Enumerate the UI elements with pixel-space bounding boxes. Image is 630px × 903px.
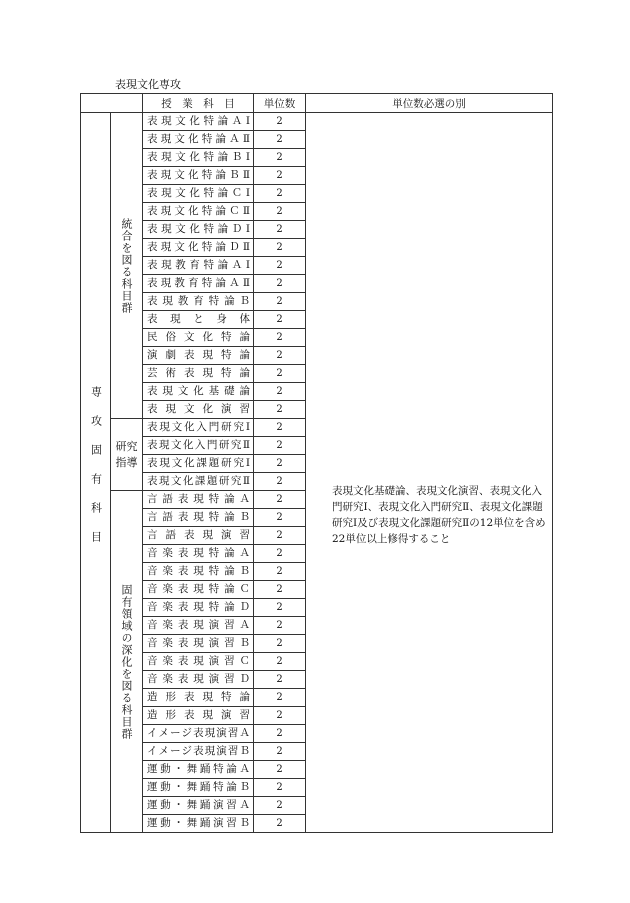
- course-name: 言語表現特論Ａ: [143, 491, 254, 509]
- group-label: 統合を図る科目群: [111, 113, 143, 419]
- course-credits: 2: [254, 635, 306, 653]
- course-credits: 2: [254, 653, 306, 671]
- course-credits: 2: [254, 383, 306, 401]
- course-name: 運動・舞踊特論Ｂ: [143, 779, 254, 797]
- course-name: 表現文化特論ＣⅡ: [143, 203, 254, 221]
- requirement-note: 表現文化基礎論、表現文化演習、表現文化入門研究Ⅰ、表現文化入門研究Ⅱ、表現文化課題研究Ⅰ及び表現文化課題研究Ⅱの12単位を含め22単位以上修得すること: [332, 485, 546, 545]
- course-credits: 2: [254, 167, 306, 185]
- course-name: 音楽表現演習Ｄ: [143, 671, 254, 689]
- table-header-row: [81, 94, 553, 113]
- course-credits: 2: [254, 113, 306, 131]
- course-credits: 2: [254, 671, 306, 689]
- course-credits: 2: [254, 779, 306, 797]
- header-requirements: 単位数必選の別: [306, 94, 553, 113]
- course-credits: 2: [254, 617, 306, 635]
- course-name: 表現文化特論ＤⅠ: [143, 221, 254, 239]
- course-credits: 2: [254, 563, 306, 581]
- course-name: 表現文化課題研究Ⅱ: [143, 473, 254, 491]
- course-credits: 2: [254, 239, 306, 257]
- course-name: 言語表現特論Ｂ: [143, 509, 254, 527]
- course-name: 民俗文化特論: [143, 329, 254, 347]
- course-name: 造形表現特論: [143, 689, 254, 707]
- course-name: 運動・舞踊演習Ａ: [143, 797, 254, 815]
- course-name: イメージ表現演習Ａ: [143, 725, 254, 743]
- course-credits: 2: [254, 419, 306, 437]
- course-credits: 2: [254, 203, 306, 221]
- course-credits: 2: [254, 365, 306, 383]
- course-credits: 2: [254, 491, 306, 509]
- course-credits: 2: [254, 311, 306, 329]
- course-credits: 2: [254, 815, 306, 833]
- course-name: 音楽表現演習Ａ: [143, 617, 254, 635]
- course-credits: 2: [254, 599, 306, 617]
- course-credits: 2: [254, 329, 306, 347]
- course-name: 表現文化特論ＡⅡ: [143, 131, 254, 149]
- course-credits: 2: [254, 707, 306, 725]
- course-credits: 2: [254, 131, 306, 149]
- course-credits: 2: [254, 689, 306, 707]
- course-credits: 2: [254, 221, 306, 239]
- course-name: 造形表現演習: [143, 707, 254, 725]
- course-credits: 2: [254, 743, 306, 761]
- course-credits: 2: [254, 509, 306, 527]
- course-name: 表現と身体: [143, 311, 254, 329]
- course-name: 音楽表現特論Ｃ: [143, 581, 254, 599]
- course-credits: 2: [254, 257, 306, 275]
- header-course: 授 業 科 目: [143, 94, 254, 113]
- course-name: 表現文化特論ＢⅠ: [143, 149, 254, 167]
- course-name: イメージ表現演習Ｂ: [143, 743, 254, 761]
- course-credits: 2: [254, 797, 306, 815]
- document-title: 表現文化専攻: [115, 78, 181, 91]
- course-credits: 2: [254, 347, 306, 365]
- group-label: 研究指導: [111, 419, 143, 491]
- course-name: 音楽表現演習Ｃ: [143, 653, 254, 671]
- course-name: 表現文化特論ＡⅠ: [143, 113, 254, 131]
- course-name: 表現教育特論ＡⅠ: [143, 257, 254, 275]
- course-name: 運動・舞踊特論Ａ: [143, 761, 254, 779]
- table-body: [81, 113, 553, 833]
- course-credits: 2: [254, 293, 306, 311]
- course-name: 音楽表現特論Ｂ: [143, 563, 254, 581]
- header-blank: [81, 94, 143, 113]
- course-name: 表現文化特論ＤⅡ: [143, 239, 254, 257]
- course-name: 音楽表現特論Ｄ: [143, 599, 254, 617]
- section-label: 専攻固有科目: [81, 113, 111, 833]
- course-credits: 2: [254, 725, 306, 743]
- course-credits: 2: [254, 527, 306, 545]
- course-name: 運動・舞踊演習Ｂ: [143, 815, 254, 833]
- course-credits: 2: [254, 761, 306, 779]
- course-credits: 2: [254, 581, 306, 599]
- course-credits: 2: [254, 275, 306, 293]
- course-credits: 2: [254, 401, 306, 419]
- course-name: 言語表現演習: [143, 527, 254, 545]
- course-name: 表現文化演習: [143, 401, 254, 419]
- course-credits: 2: [254, 455, 306, 473]
- curriculum-table: [80, 93, 553, 833]
- course-credits: 2: [254, 437, 306, 455]
- course-credits: 2: [254, 185, 306, 203]
- course-name: 表現文化入門研究Ⅰ: [143, 419, 254, 437]
- course-credits: 2: [254, 545, 306, 563]
- requirement-note-cell: [306, 113, 553, 833]
- course-name: 芸術表現特論: [143, 365, 254, 383]
- course-name: 表現文化基礎論: [143, 383, 254, 401]
- course-name: 演劇表現特論: [143, 347, 254, 365]
- course-name: 表現文化特論ＢⅡ: [143, 167, 254, 185]
- course-name: 音楽表現演習Ｂ: [143, 635, 254, 653]
- header-credits: 単位数: [254, 94, 306, 113]
- course-name: 表現文化入門研究Ⅱ: [143, 437, 254, 455]
- group-label: 固有領域の深化を図る科目群: [111, 491, 143, 833]
- course-credits: 2: [254, 473, 306, 491]
- course-name: 表現教育特論Ｂ: [143, 293, 254, 311]
- course-name: 表現文化特論ＣⅠ: [143, 185, 254, 203]
- course-credits: 2: [254, 149, 306, 167]
- table-row: [81, 113, 553, 131]
- course-name: 表現教育特論ＡⅡ: [143, 275, 254, 293]
- course-name: 表現文化課題研究Ⅰ: [143, 455, 254, 473]
- course-name: 音楽表現特論Ａ: [143, 545, 254, 563]
